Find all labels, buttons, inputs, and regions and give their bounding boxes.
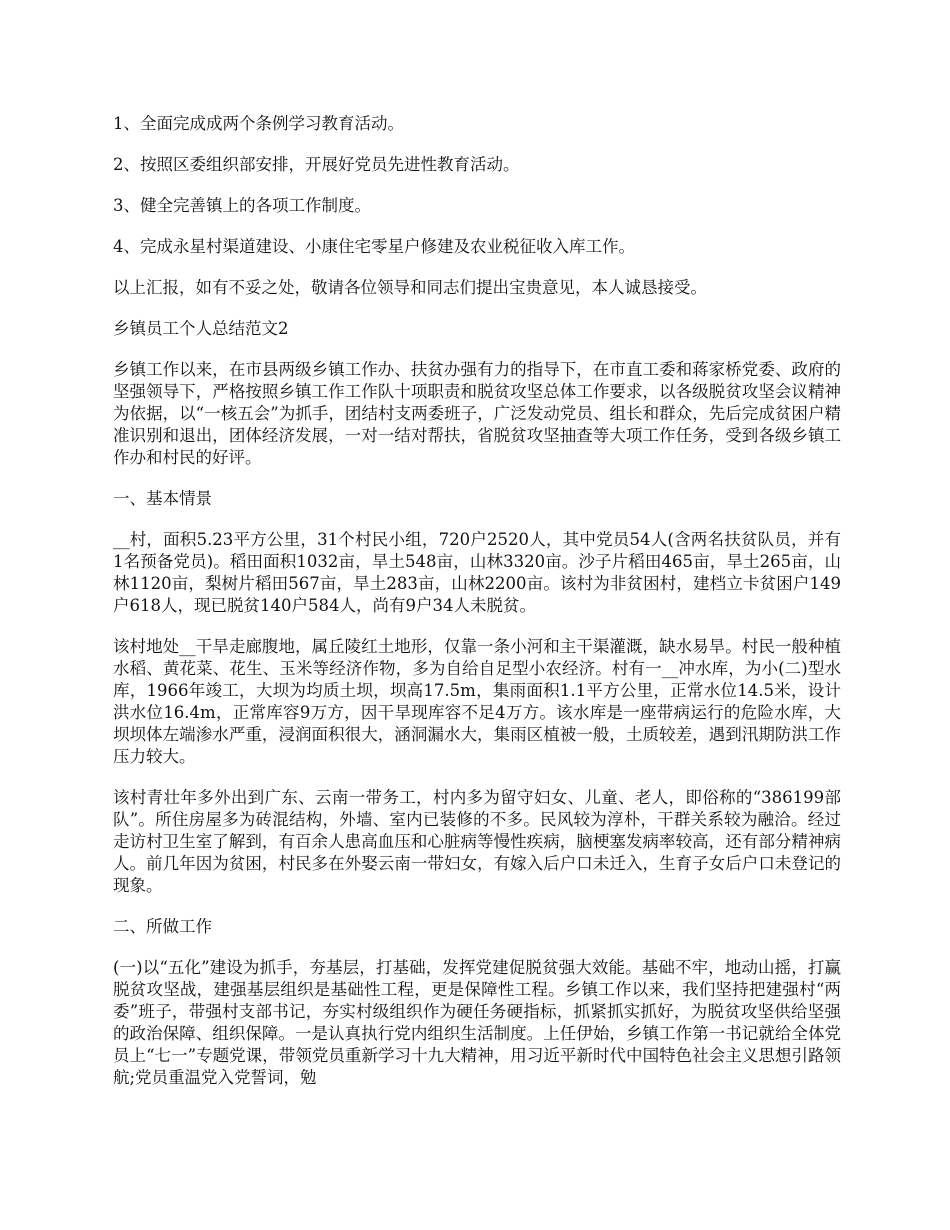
work-paragraph: (一)以“五化”建设为抓手，夯基层，打基础，发挥党建促脱贫强大效能。基础不牢，地动山摇，打赢脱贫攻坚战，建强基层组织是基础性工程，更是保障性工程。乡镇工作以来，我们坚持把建强村“两委”班子，带强村支部书记，夯实村级组织作为硬任务硬指标，抓紧抓实抓好，为脱贫攻坚供给坚强的政治保障、组织保障。一是认真执行党内组织生活制度。上任伊始，乡镇工作第一书记就给全体党员上“七一”专题党课，带领党员重新学习十九大精神，用习近平新时代中国特色社会主义思想引路领航;党员重温党入党誓词，勉	[113, 958, 841, 1087]
population-paragraph: 该村青壮年多外出到广东、云南一带务工，村内多为留守妇女、儿童、老人，即俗称的“386199部队”。所住房屋多为砖混结构，外墙、室内已装修的不多。民风较为淳朴，干群关系较为融洽。经过走访村卫生室了解到，有百余人患高血压和心脏病等慢性疾病，脑梗塞发病率较高，还有部分精神病人。前几年因为贫困，村民多在外娶云南一带妇女，有嫁入后户口未迁入，生育子女后户口未登记的现象。	[113, 788, 841, 895]
heading-work-done: 二、所做工作	[113, 917, 212, 936]
closing-paragraph: 以上汇报，如有不妥之处，敬请各位领导和同志们提出宝贵意见，本人诚恳接受。	[113, 278, 707, 297]
list-item-2: 2、按照区委组织部安排，开展好党员先进性教育活动。	[113, 155, 520, 174]
section-title: 乡镇员工个人总结范文2	[113, 319, 289, 338]
heading-basic-situation: 一、基本情景	[113, 489, 212, 508]
list-item-3: 3、健全完善镇上的各项工作制度。	[113, 196, 371, 215]
list-item-4: 4、完成永星村渠道建设、小康住宅零星户修建及农业税征收入库工作。	[113, 237, 635, 256]
intro-paragraph: 乡镇工作以来，在市县两级乡镇工作办、扶贫办强有力的指导下，在市直工委和蒋家桥党委、政府的坚强领导下，严格按照乡镇工作工作队十项职责和脱贫攻坚总体工作要求，以各级脱贫攻坚会议精神为依据，以“一核五会”为抓手，团结村支两委班子，广泛发动党员、组长和群众，先后完成贫困户精准识别和退出，团体经济发展，一对一结对帮扶，省脱贫攻坚抽查等大项工作任务，受到各级乡镇工作办和村民的好评。	[113, 360, 841, 467]
document-page	[113, 113, 841, 1108]
list-item-1: 1、全面完成成两个条例学习教育活动。	[113, 114, 404, 133]
village-overview-paragraph: __村，面积5.23平方公里，31个村民小组，720户2520人，其中党员54人(含两名扶贫队员，并有1名预备党员)。稻田面积1032亩，旱土548亩，山林3320亩。沙子片稻田465亩，旱土265亩，山林1120亩，梨树片稻田567亩，旱土283亩，山林2200亩。该村为非贫困村，建档立卡贫困户149户618人，现已脱贫140户584人，尚有9户34人未脱贫。	[113, 530, 841, 615]
geography-paragraph: 该村地处__干旱走廊腹地，属丘陵红土地形，仅靠一条小河和主干渠灌溉，缺水易旱。村民一般种植水稻、黄花菜、花生、玉米等经济作物，多为自给自足型小农经济。村有一__冲水库，为小(二)型水库，1966年竣工，大坝为均质土坝，坝高17.5m，集雨面积1.1平方公里，正常水位14.5米，设计洪水位16.4m，正常库容9万方，因干旱现库容不足4万方。该水库是一座带病运行的危险水库，大坝坝体左端渗水严重，浸润面积很大，涵洞漏水大，集雨区植被一般，土质较差，遇到汛期防洪工作压力较大。	[113, 637, 841, 766]
